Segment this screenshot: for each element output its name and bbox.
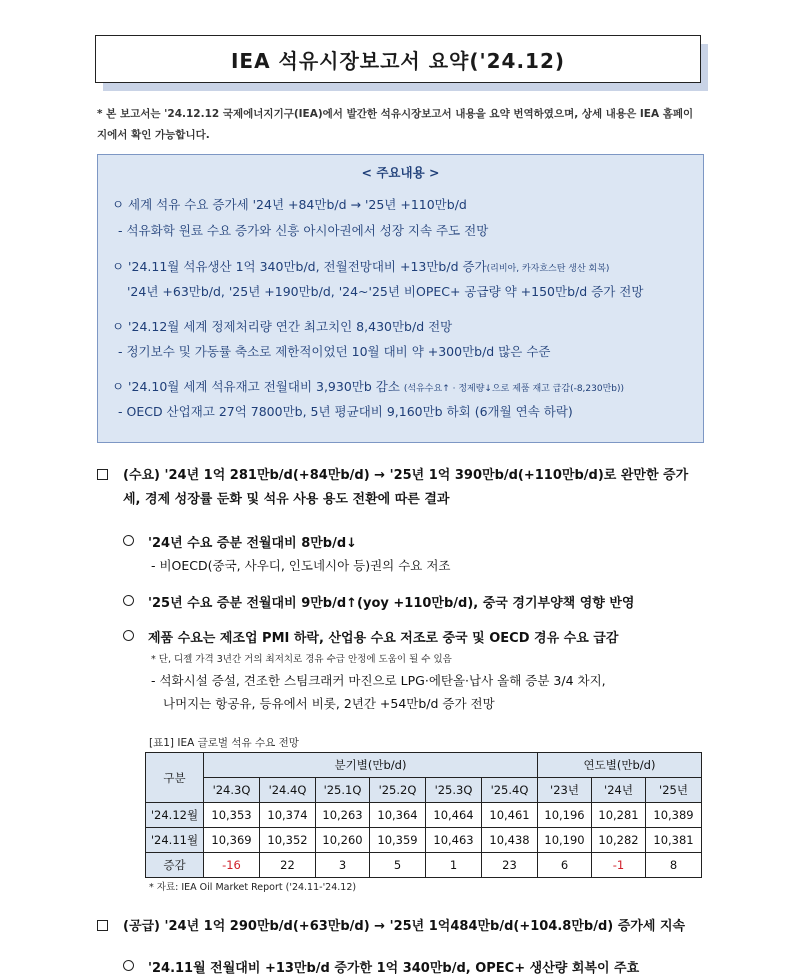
- checkbox-square-icon: [97, 920, 108, 931]
- summary-line-1: ㅇ 세계 석유 수요 증가세 '24년 +84만b/d → '25년 +110만b/d: [112, 197, 467, 212]
- demand-item-3-sub-1: - 석화시설 증설, 견조한 스팀크래커 마진으로 LPG·에탄올·납사 올해 증분 3/4 차지,: [151, 673, 606, 688]
- table-cell: 10,196: [538, 803, 592, 828]
- table-caption: [표1] IEA 글로벌 석유 수요 전망: [149, 737, 299, 749]
- demand-item-1-text: '24년 수요 증분 전월대비 8만b/d↓: [148, 536, 358, 551]
- report-note: * 본 보고서는 '24.12.12 국제에너지기구(IEA)에서 발간한 석유시장보고서 내용을 요약 번역하였으며, 상세 내용은 IEA 홈페이지에서 확인 가능합니다.: [97, 108, 694, 141]
- demand-item-2-text: '25년 수요 증분 전월대비 9만b/d↑(yoy +110만b/d), 중국 경기부양책 영향 반영: [148, 596, 635, 611]
- demand-item-2: [123, 592, 634, 611]
- table-header-row-1: [146, 753, 702, 778]
- demand-item-3: [123, 627, 618, 646]
- table-cell: 23: [482, 853, 538, 878]
- table-cell: 10,364: [370, 803, 426, 828]
- table-cell: 10,369: [204, 828, 260, 853]
- table-row-label: '24.11월: [146, 828, 204, 853]
- table-col-header: '25년: [646, 778, 702, 803]
- demand-heading-text: (수요) '24년 1억 281만b/d(+84만b/d) → '25년 1억 390만b/d(+110만b/d)로 완만한 증가세, 경제 성장률 둔화 및 석유 사용 용도 전환에 따른 결과: [123, 468, 689, 507]
- demand-section-heading: [97, 464, 702, 512]
- table-cell: 10,374: [260, 803, 316, 828]
- table-cell: -1: [592, 853, 646, 878]
- table-header-row-2: [146, 778, 702, 803]
- summary-line-3-note: (리비아, 카자흐스탄 생산 회복): [486, 264, 610, 274]
- table-cell: 10,461: [482, 803, 538, 828]
- table-row-label: '24.12월: [146, 803, 204, 828]
- table-cell: 6: [538, 853, 592, 878]
- table-cell: 5: [370, 853, 426, 878]
- demand-item-3-text: 제품 수요는 제조업 PMI 하락, 산업용 수요 저조로 중국 및 OECD 경유 수요 급감: [148, 631, 619, 646]
- summary-line-5: ㅇ '24.12월 세계 정제처리량 연간 최고치인 8,430만b/d 전망: [112, 319, 453, 334]
- page-title: IEA 석유시장보고서 요약('24.12): [95, 35, 701, 83]
- table-cell: 10,352: [260, 828, 316, 853]
- circle-bullet-icon: [123, 960, 134, 971]
- table-cell: 22: [260, 853, 316, 878]
- table-cell: 3: [316, 853, 370, 878]
- table-col-header: '25.4Q: [482, 778, 538, 803]
- table-cell: 10,282: [592, 828, 646, 853]
- table-col-header: '25.1Q: [316, 778, 370, 803]
- table-cell: 1: [426, 853, 482, 878]
- supply-section-heading: [97, 915, 702, 939]
- summary-line-6: - 정기보수 및 가동률 축소로 제한적이었던 10월 대비 약 +300만b/d 많은 수준: [118, 344, 551, 359]
- table-cell: 8: [646, 853, 702, 878]
- summary-line-8: - OECD 산업재고 27억 7800만b, 5년 평균대비 9,160만b 하회 (6개월 연속 하락): [118, 404, 573, 419]
- table-cell: 10,281: [592, 803, 646, 828]
- table-cell: 10,381: [646, 828, 702, 853]
- circle-bullet-icon: [123, 535, 134, 546]
- summary-line-3: [112, 257, 609, 275]
- summary-line-2: - 석유화학 원료 수요 증가와 신흥 아시아권에서 성장 지속 주도 전망: [118, 223, 489, 238]
- table-cell: -16: [204, 853, 260, 878]
- table-cell: 10,464: [426, 803, 482, 828]
- table-group-yearly: 연도별(만b/d): [538, 753, 702, 778]
- summary-line-7-note: (석유수요↑ · 정제량↓으로 제품 재고 급감(-8,230만b)): [403, 384, 625, 394]
- summary-heading: < 주요내용 >: [361, 165, 440, 180]
- table-cell: 10,263: [316, 803, 370, 828]
- table-cell: 10,260: [316, 828, 370, 853]
- table-col-header: '24.4Q: [260, 778, 316, 803]
- table-source: * 자료: IEA Oil Market Report ('24.11-'24.12): [149, 882, 357, 893]
- table-cell: 10,463: [426, 828, 482, 853]
- table-col-header: '24년: [592, 778, 646, 803]
- table-group-quarterly: 분기별(만b/d): [204, 753, 538, 778]
- demand-forecast-table: [145, 752, 702, 878]
- demand-item-1-sub: - 비OECD(중국, 사우디, 인도네시아 등)권의 수요 저조: [151, 558, 451, 573]
- summary-line-7: [112, 377, 624, 395]
- table-corner-cell: 구분: [146, 753, 204, 803]
- table-col-header: '23년: [538, 778, 592, 803]
- supply-item-1-text: '24.11월 전월대비 +13만b/d 증가한 1억 340만b/d, OPEC+ 생산량 회복이 주효: [148, 961, 640, 976]
- table-cell: 10,438: [482, 828, 538, 853]
- supply-heading-text: (공급) '24년 1억 290만b/d(+63만b/d) → '25년 1억484만b/d(+104.8만b/d) 증가세 지속: [123, 919, 686, 934]
- supply-item-1: [123, 957, 639, 976]
- table-cell: 10,359: [370, 828, 426, 853]
- table-cell: 10,353: [204, 803, 260, 828]
- circle-bullet-icon: [123, 630, 134, 641]
- table-row: [146, 828, 702, 853]
- table-row: [146, 803, 702, 828]
- demand-item-3-note: * 단, 디젤 가격 3년간 거의 최저치로 경유 수급 안정에 도움이 될 수 있음: [151, 654, 452, 665]
- summary-line-3-text: ㅇ '24.11월 석유생산 1억 340만b/d, 전월전망대비 +13만b/d 증가: [112, 259, 487, 274]
- demand-item-3-sub-2: 나머지는 항공유, 등유에서 비롯, 2년간 +54만b/d 증가 전망: [163, 696, 495, 711]
- table-row-label: 증감: [146, 853, 204, 878]
- summary-line-7-text: ㅇ '24.10월 세계 석유재고 전월대비 3,930만b 감소: [112, 379, 400, 394]
- table-col-header: '24.3Q: [204, 778, 260, 803]
- demand-item-1: [123, 532, 357, 551]
- table-cell: 10,190: [538, 828, 592, 853]
- table-cell: 10,389: [646, 803, 702, 828]
- summary-line-4: '24년 +63만b/d, '25년 +190만b/d, '24~'25년 비OPEC+ 공급량 약 +150만b/d 증가 전망: [127, 284, 644, 299]
- summary-box: [97, 154, 704, 443]
- table-col-header: '25.3Q: [426, 778, 482, 803]
- table-col-header: '25.2Q: [370, 778, 426, 803]
- checkbox-square-icon: [97, 469, 108, 480]
- table-row: [146, 853, 702, 878]
- circle-bullet-icon: [123, 595, 134, 606]
